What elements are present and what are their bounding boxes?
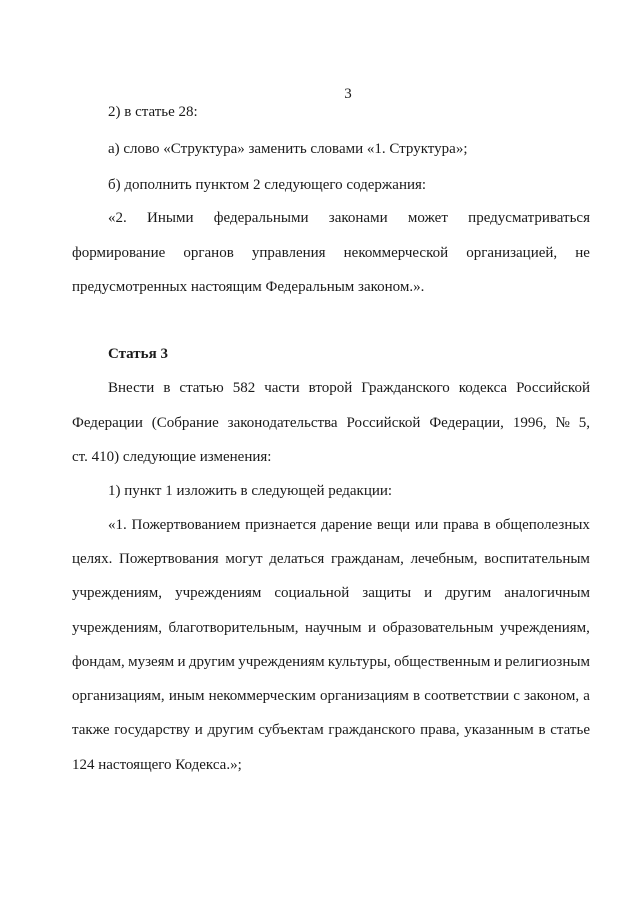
donation-line-7-text: также государству и другим субъектам гражданского права, указанным в статье — [72, 722, 590, 738]
article-3-line-1 — [108, 380, 590, 397]
article-3-line-2 — [72, 415, 590, 432]
article-3-line-2-text: Федерации (Собрание законодательства Российской Федерации, 1996, № 5, — [72, 415, 590, 431]
donation-line-5 — [72, 654, 590, 671]
donation-line-2 — [72, 551, 590, 568]
donation-line-6-text: организациям, иным некоммерческим организациям в соответствии с законом, а — [72, 688, 590, 704]
donation-line-2-text: целях. Пожертвования могут делаться гражданам, лечебным, воспитательным — [72, 551, 590, 567]
quote-line-2-text: формирование органов управления некоммерческой организацией, не — [72, 245, 590, 261]
article-3-line-3: ст. 410) следующие изменения: — [72, 449, 272, 465]
donation-line-1-text: «1. Пожертвованием признается дарение вещи или права в общеполезных — [108, 517, 590, 533]
line-article-28: 2) в статье 28: — [108, 104, 198, 120]
donation-line-4 — [72, 620, 590, 637]
quote-line-3: предусмотренных настоящим Федеральным законом.». — [72, 279, 425, 295]
donation-line-5-text: фондам, музеям и другим учреждениям культуры, общественным и религиозным — [72, 654, 590, 670]
quote-line-2 — [72, 245, 590, 262]
line-item-b: б) дополнить пунктом 2 следующего содержания: — [108, 177, 427, 193]
donation-line-7 — [72, 722, 590, 739]
donation-line-6 — [72, 688, 590, 705]
page-number: 3 — [344, 86, 352, 102]
donation-line-1 — [108, 517, 590, 534]
line-item-a: а) слово «Структура» заменить словами «1. Структура»; — [108, 141, 468, 157]
quote-line-1 — [108, 210, 590, 227]
donation-line-3-text: учреждениям, учреждениям социальной защиты и другим аналогичным — [72, 585, 590, 601]
article-3-heading: Статья 3 — [108, 346, 168, 362]
article-3-line-1-text: Внести в статью 582 части второй Гражданского кодекса Российской — [108, 380, 590, 396]
donation-line-3 — [72, 585, 590, 602]
donation-line-8: 124 настоящего Кодекса.»; — [72, 757, 242, 773]
quote-line-1-text: «2. Иными федеральными законами может предусматриваться — [108, 210, 590, 226]
item-1-line: 1) пункт 1 изложить в следующей редакции: — [108, 483, 393, 499]
donation-line-4-text: учреждениям, благотворительным, научным и образовательным учреждениям, — [72, 620, 590, 636]
